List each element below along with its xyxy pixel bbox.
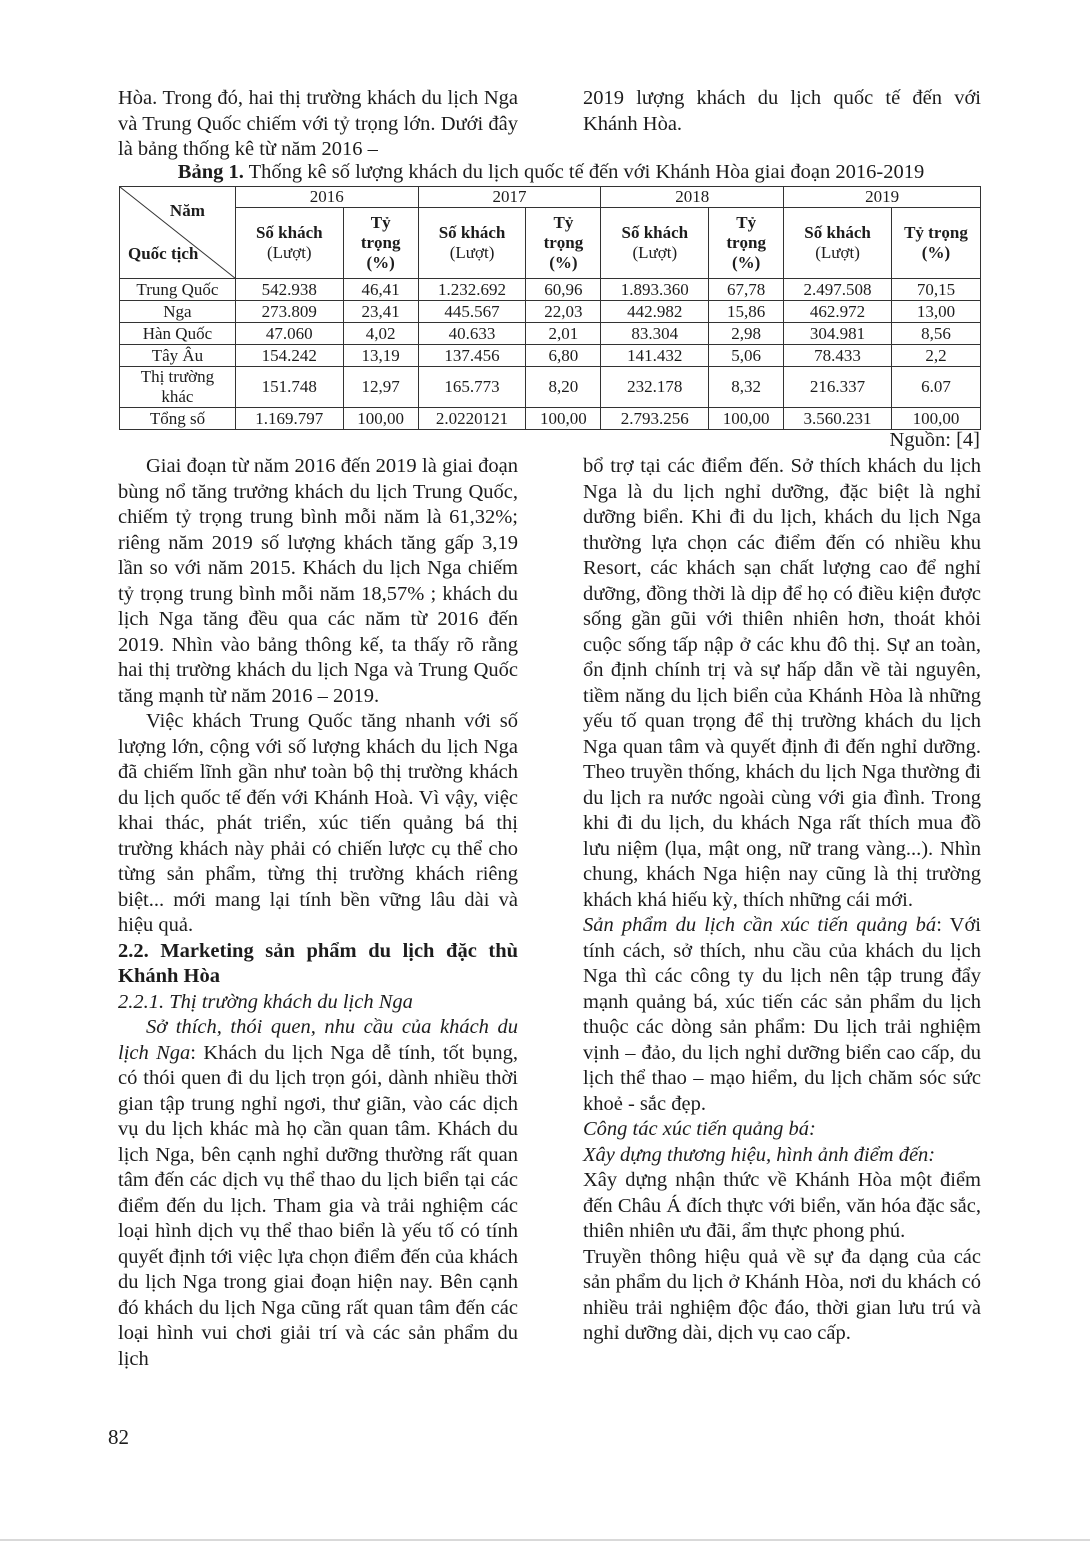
value-cell: 2,98	[709, 323, 784, 345]
corner-year-label: Năm	[169, 201, 205, 220]
value-cell: 232.178	[601, 367, 709, 408]
guests-header: Số khách (Lượt)	[784, 208, 892, 279]
column-header-row	[120, 208, 981, 279]
table-caption-text: Thống kê số lượng khách du lịch quốc tế đến với Khánh Hòa giai đoạn 2016-2019	[243, 161, 925, 183]
value-cell: 2.0220121	[418, 408, 526, 430]
value-cell: 141.432	[601, 345, 709, 367]
table-caption	[118, 160, 984, 185]
intro-left-text	[118, 86, 518, 163]
subsection-heading: 2.2.1. Thị trường khách du lịch Nga	[118, 990, 413, 1013]
country-cell: Nga	[120, 301, 236, 323]
value-cell: 165.773	[418, 367, 526, 408]
table-source: Nguồn: [4]	[889, 429, 980, 451]
value-cell: 154.242	[235, 345, 343, 367]
value-cell: 60,96	[526, 279, 601, 301]
value-cell: 67,78	[709, 279, 784, 301]
value-cell: 13,00	[891, 301, 980, 323]
value-cell: 216.337	[784, 367, 892, 408]
page-bottom-edge	[0, 1539, 1090, 1541]
country-cell: Tây Âu	[120, 345, 236, 367]
guests-header: Số khách (Lượt)	[235, 208, 343, 279]
value-cell: 100,00	[709, 408, 784, 430]
value-cell: 83.304	[601, 323, 709, 345]
value-cell: 15,86	[709, 301, 784, 323]
country-cell: Trung Quốc	[120, 279, 236, 301]
country-cell: Thị trường khác	[120, 367, 236, 408]
value-cell: 137.456	[418, 345, 526, 367]
value-cell: 40.633	[418, 323, 526, 345]
table-row	[120, 367, 981, 408]
value-cell: 8,20	[526, 367, 601, 408]
value-cell: 2.793.256	[601, 408, 709, 430]
value-cell: 13,19	[343, 345, 418, 367]
table-row	[120, 301, 981, 323]
paragraph: Sở thích, thói quen, nhu cầu của khách du lịch Nga: Khách du lịch Nga dễ tính, tốt bụng, có thói quen đi du lịch trọn gói, dành nhiều thời gian tập trung nghỉ ngơi, thư giãn, vào các dịch vụ du lịch khác mà họ cần quan tâm. Khách du lịch Nga, bên cạnh nghỉ dưỡng thường rất quan tâm đến các dịch vụ thể thao du lịch biển tại các điểm đến du lịch. Tham gia và trải nghiệm các loại hình dịch vụ thể thao biển là yếu tố có tính quyết định tới việc lựa chọn điểm đến của khách du lịch Nga trong giai đoạn hiện nay. Bên cạnh đó khách du lịch Nga cũng rất quan tâm đến các loại hình vui chơi giải trí và các sản phẩm du lịch	[118, 1016, 518, 1370]
share-header: Tỷ trọng (%)	[343, 208, 418, 279]
value-cell: 8,32	[709, 367, 784, 408]
year-header-row	[120, 187, 981, 208]
value-cell: 2,2	[891, 345, 980, 367]
value-cell: 78.433	[784, 345, 892, 367]
paragraph: Giai đoạn từ năm 2016 đến 2019 là giai đoạn bùng nổ tăng trưởng khách du lịch Trung Quốc, chiếm tỷ trọng trung bình mỗi năm là 61,32%; riêng năm 2019 số lượng khách tăng gấp 3,19 lần so với năm 2015. Khách du lịch Nga chiếm tỷ trọng trung bình mỗi năm 18,57% ; khách du lịch Nga tăng đều qua các năm từ 2016 đến 2019. Nhìn vào bảng thông kế, ta thấy rõ rằng hai thị trường khách du lịch Nga và Trung Quốc tăng mạnh từ năm 2016 – 2019.	[118, 455, 518, 707]
year-header: 2019	[784, 187, 981, 208]
country-cell: Tổng số	[120, 408, 236, 430]
value-cell: 46,41	[343, 279, 418, 301]
value-cell: 100,00	[343, 408, 418, 430]
value-cell: 70,15	[891, 279, 980, 301]
share-header: Tỷ trọng (%)	[709, 208, 784, 279]
value-cell: 100,00	[526, 408, 601, 430]
paragraph: Xây dựng thương hiệu, hình ảnh điểm đến: Xây dựng nhận thức về Khánh Hòa một điểm đến Châu Á đích thực với biển, văn hóa đặc sắc, thiên nhiên ưu đãi, ẩm thực phong phú.	[583, 1143, 981, 1242]
share-header: Tỷ trọng (%)	[891, 208, 980, 279]
page-number: 82	[108, 1425, 129, 1449]
value-cell: 8,56	[891, 323, 980, 345]
value-cell: 2.497.508	[784, 279, 892, 301]
tourist-statistics-table	[119, 186, 981, 430]
value-cell: 151.748	[235, 367, 343, 408]
value-cell: 445.567	[418, 301, 526, 323]
guests-header: Số khách (Lượt)	[418, 208, 526, 279]
year-header: 2018	[601, 187, 784, 208]
year-header: 2016	[235, 187, 418, 208]
intro-left-paragraph: Hòa. Trong đó, hai thị trường khách du lịch Nga và Trung Quốc chiếm với tỷ trọng lớn. Dưới đây là bảng thống kê từ năm 2016 –	[118, 87, 518, 160]
value-cell: 6,80	[526, 345, 601, 367]
value-cell: 273.809	[235, 301, 343, 323]
value-cell: 47.060	[235, 323, 343, 345]
corner-header-cell	[120, 187, 236, 279]
left-column	[118, 454, 518, 1372]
value-cell: 5,06	[709, 345, 784, 367]
value-cell: 1.169.797	[235, 408, 343, 430]
year-header: 2017	[418, 187, 601, 208]
table-total-row	[120, 408, 981, 430]
value-cell: 2,01	[526, 323, 601, 345]
guests-header: Số khách (Lượt)	[601, 208, 709, 279]
value-cell: 4,02	[343, 323, 418, 345]
corner-nationality-label: Quốc tịch	[128, 244, 199, 263]
paragraph: Việc khách Trung Quốc tăng nhanh với số lượng lớn, cộng với số lượng khách du lịch Nga đã chiếm lĩnh gần như toàn bộ thị trường khách du lịch quốc tế đến với Khánh Hoà. Vì vậy, việc khai thác, phát triển, xúc tiến quảng bá thị trường khách này phải có chiến lược cụ thể cho từng sản phẩm, từng thị trường khách riêng biệt... mới mang lại tính bền vững lâu dài và hiệu quả.	[118, 710, 518, 936]
value-cell: 100,00	[891, 408, 980, 430]
table-row	[120, 345, 981, 367]
paragraph: Truyền thông hiệu quả về sự đa dạng của các sản phẩm du lịch ở Khánh Hòa, nơi du khách có nhiều trải nghiệm độc đáo, thời gian lưu trú và nghỉ dưỡng dài, dịch vụ cao cấp.	[583, 1245, 981, 1344]
paragraph: Sản phẩm du lịch cần xúc tiến quảng bá: Với tính cách, sở thích, nhu cầu của khách du lịch Nga thì các công ty du lịch nên tập trung đẩy mạnh quảng bá, xúc tiến các sản phẩm du lịch thuộc các dòng sản phẩm: Du lịch trải nghiệm vịnh – đảo, du lịch nghỉ dưỡng biển cao cấp, du lịch thể thao – mạo hiểm, du lịch chăm sóc sức khoẻ - sắc đẹp.	[583, 914, 981, 1115]
country-cell: Hàn Quốc	[120, 323, 236, 345]
value-cell: 1.893.360	[601, 279, 709, 301]
value-cell: 6.07	[891, 367, 980, 408]
table-row	[120, 279, 981, 301]
paragraph: bổ trợ tại các điểm đến. Sở thích khách du lịch Nga là du lịch nghỉ dưỡng, đặc biệt là nghỉ dưỡng biển. Khi đi du lịch, khách du lịch Nga thường lựa chọn các điểm đến có nhiều khu Resort, các khách sạn chất lượng cao để nghỉ dưỡng, đồng thời là dịp để họ có điều kiện được sống gần gũi với thiên nhiên hơn, thoát khỏi cuộc sống tấp nập ở các khu đô thị. Sự an toàn, ổn định chính trị và sự hấp dẫn về tài nguyên, tiềm năng du lịch biển của Khánh Hòa là những yếu tố quan trọng để thị trường khách du lịch Nga quan tâm và quyết định đi đến nghỉ dưỡng. Theo truyền thống, khách du lịch Nga thường đi du lịch ra nước ngoài cùng với gia đình. Trong khi đi du lịch, du khách Nga rất thích mua đồ lưu niệm (lụa, mật ong, nữ trang vàng...). Nhìn chung, khách Nga hiện nay cũng là thị trường khách khá hiếu kỳ, thích những cái mới.	[583, 455, 981, 911]
value-cell: 3.560.231	[784, 408, 892, 430]
intro-right-paragraph: 2019 lượng khách du lịch quốc tế đến với Khánh Hòa.	[583, 87, 981, 135]
value-cell: 462.972	[784, 301, 892, 323]
value-cell: 442.982	[601, 301, 709, 323]
value-cell: 22,03	[526, 301, 601, 323]
value-cell: 1.232.692	[418, 279, 526, 301]
share-header: Tỷ trọng (%)	[526, 208, 601, 279]
value-cell: 304.981	[784, 323, 892, 345]
value-cell: 542.938	[235, 279, 343, 301]
table-caption-label: Bảng 1.	[177, 161, 244, 183]
paragraph-heading: Công tác xúc tiến quảng bá:	[583, 1118, 816, 1140]
value-cell: 12,97	[343, 367, 418, 408]
value-cell: 23,41	[343, 301, 418, 323]
right-column	[583, 454, 981, 1347]
table-row	[120, 323, 981, 345]
intro-right-text	[583, 86, 981, 137]
section-heading: 2.2. Marketing sản phẩm du lịch đặc thù Khánh Hòa	[118, 939, 518, 987]
